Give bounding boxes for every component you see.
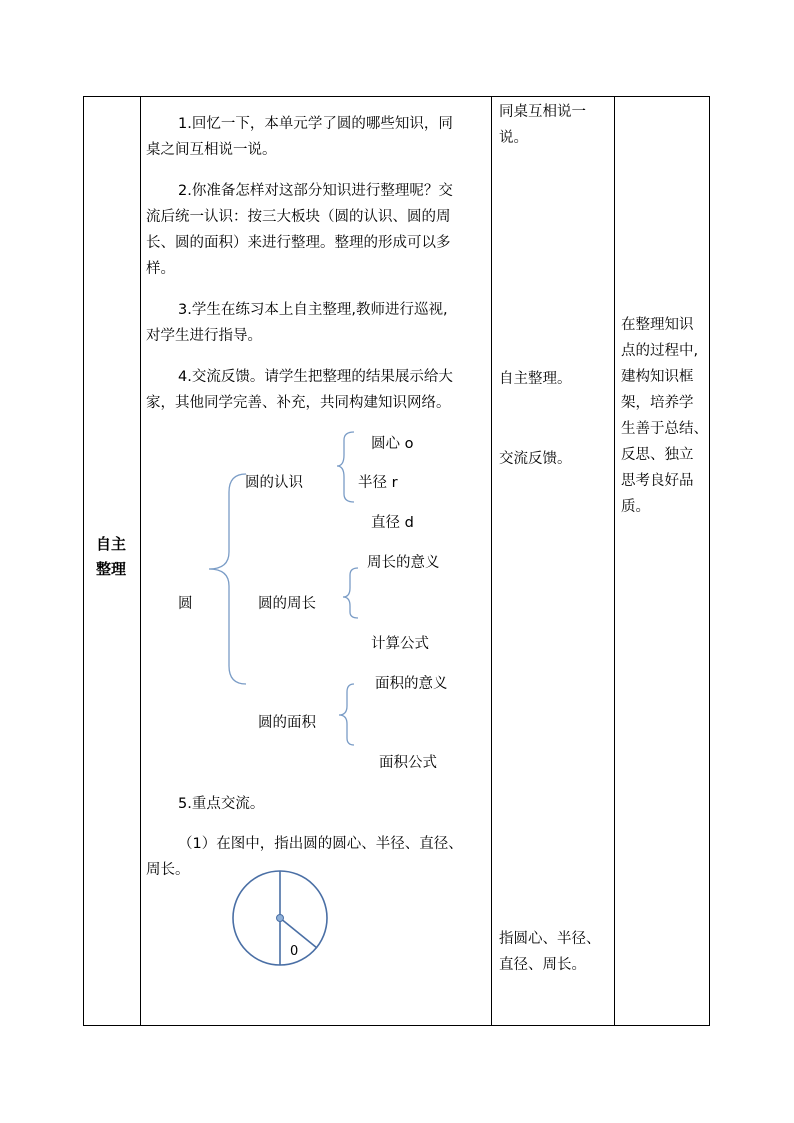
tree-leaf: 周长的意义: [367, 555, 440, 571]
intent-line: 在整理知识: [621, 317, 694, 333]
tree-branch-label: 圆的周长: [258, 596, 316, 612]
activity-line: 样。: [146, 261, 175, 277]
activity-line: 2.你准备怎样对这部分知识进行整理呢？交: [178, 183, 453, 199]
section-label-line: 整理: [96, 560, 127, 578]
student-line: 同桌互相说一: [499, 104, 586, 120]
tree-leaf: 面积公式: [379, 755, 437, 771]
brace-recognition: [337, 432, 354, 502]
tree-leaf: 计算公式: [371, 636, 429, 652]
radius-line: [280, 918, 317, 948]
intent-line: 思考良好品: [621, 473, 694, 489]
activity-line: 家，其他同学完善、补充，共同构建知识网络。: [146, 395, 451, 411]
tree-branch-label: 圆的面积: [258, 715, 316, 731]
tree-leaf: 直径 d: [371, 515, 414, 531]
activity-line: （1）在图中，指出圆的圆心、半径、直径、: [178, 836, 463, 852]
activity-line: 周长。: [146, 862, 190, 878]
activity-line: 长、圆的面积）来进行整理。整理的形成可以多: [146, 235, 451, 251]
tree-leaf: 面积的意义: [375, 676, 448, 692]
circle-figure: [228, 870, 338, 974]
tree-leaf: 圆心 o: [371, 436, 414, 452]
student-line: 说。: [499, 130, 528, 146]
brace-circumference: [343, 568, 358, 618]
student-2: 自主整理。: [499, 371, 572, 387]
center-dot: [277, 915, 284, 922]
tree-branch-label: 圆的认识: [245, 475, 303, 491]
activity-line: 对学生进行指导。: [146, 328, 262, 344]
intent-line: 质。: [621, 499, 650, 515]
activity-line: 3.学生在练习本上自主整理,教师进行巡视,: [178, 302, 448, 318]
activity-line: 桌之间互相说一说。: [146, 142, 277, 158]
student-3: 交流反馈。: [499, 451, 572, 467]
center-label: 0: [290, 944, 299, 959]
big-brace: [209, 474, 246, 684]
student-line: 直径、周长。: [499, 957, 586, 973]
activity-line: 流后统一认识：按三大板块（圆的认识、圆的周: [146, 209, 451, 225]
section-label-line: 自主: [96, 535, 127, 553]
tree-root: 圆: [178, 596, 193, 612]
intent-line: 建构知识框: [621, 369, 694, 385]
activity-line: 4.交流反馈。请学生把整理的结果展示给大: [178, 369, 453, 385]
activity-line: 1.回忆一下，本单元学了圆的哪些知识，同: [178, 116, 453, 132]
student-line: 指圆心、半径、: [499, 931, 601, 947]
intent-line: 点的过程中,: [621, 343, 699, 359]
tree-leaf: 半径 r: [358, 475, 398, 491]
activity-5: 5.重点交流。: [178, 796, 265, 812]
intent-line: 生善于总结、: [621, 421, 708, 437]
brace-area: [339, 684, 354, 745]
intent-line: 架，培养学: [621, 395, 694, 411]
intent-line: 反思、独立: [621, 447, 694, 463]
